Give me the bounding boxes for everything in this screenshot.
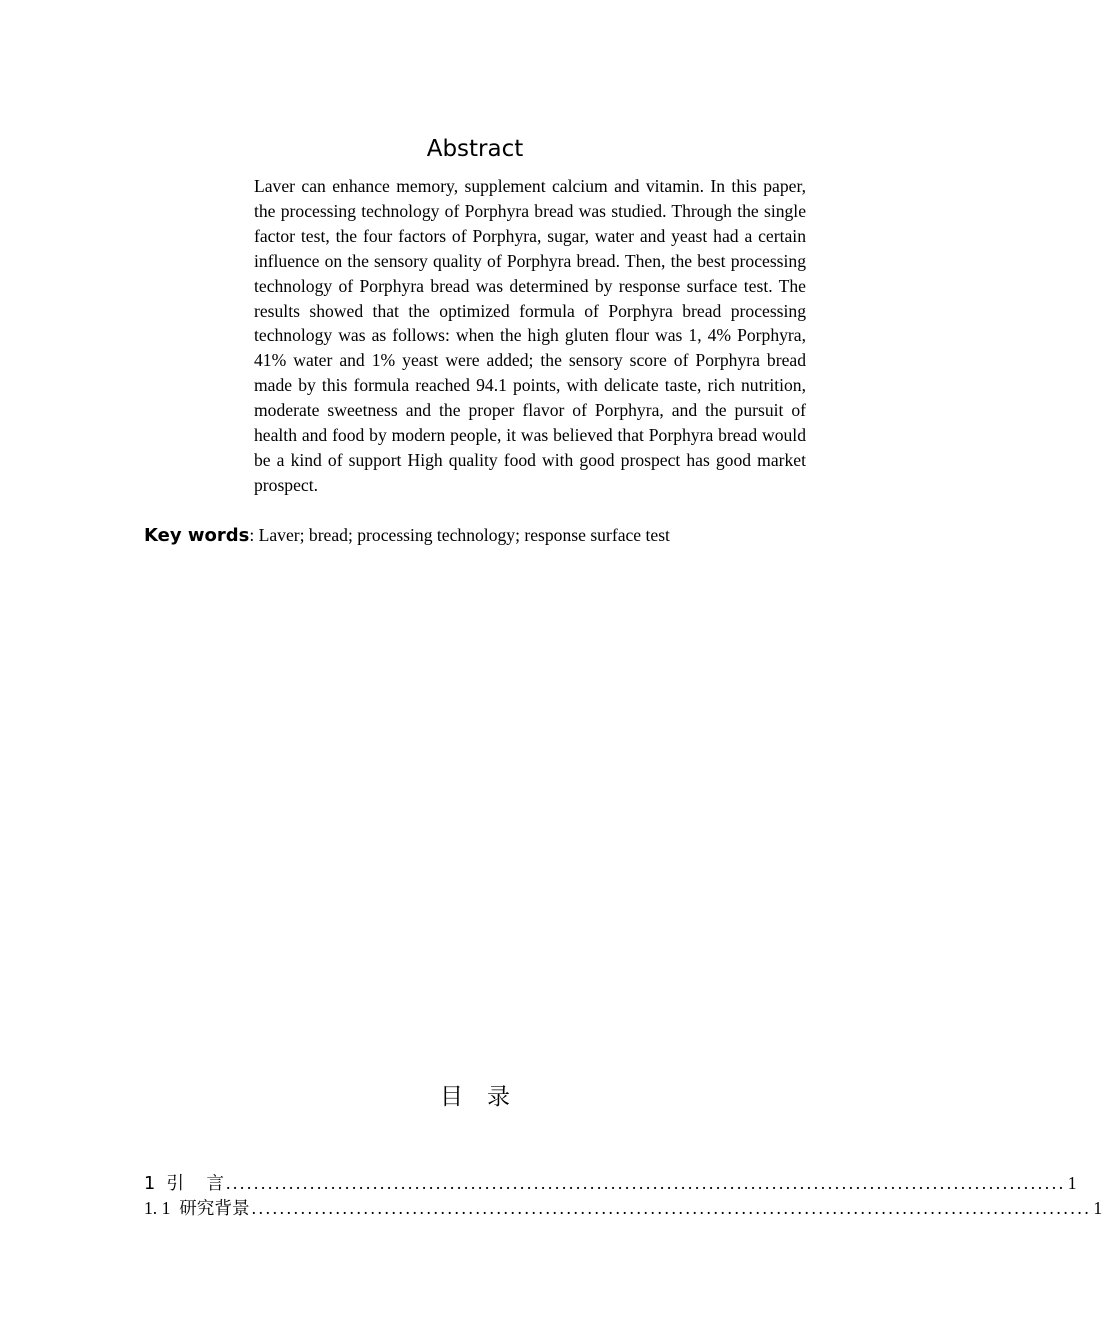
toc-entry-label: 1 引 言	[144, 1174, 224, 1194]
toc-leader-dots: ........................................................................................................................	[251, 1198, 1092, 1218]
toc-leader-dots: ........................................................................................................................	[225, 1173, 1066, 1193]
keywords-label: Key words	[144, 525, 250, 546]
toc-entry-page: 1	[1067, 1173, 1077, 1193]
keywords-value: : Laver; bread; processing technology; response surface test	[249, 525, 670, 545]
toc-entry-label: 1. 1 研究背景	[144, 1198, 250, 1218]
toc-entry[interactable]	[144, 1171, 1077, 1196]
toc-title: 目录	[440, 1084, 534, 1110]
toc-entry-page: 1	[1093, 1198, 1102, 1218]
abstract-body: Laver can enhance memory, supplement calcium and vitamin. In this paper, the processing technology of Porphyra bread was studied. Through the single factor test, the four factors of Porphyra, sugar, water and yeast had a certain influence on the sensory quality of Porphyra bread. Then, the best processing technology of Porphyra bread was determined by response surface test. The results showed that the optimized formula of Porphyra bread processing technology was as follows: when the high gluten flour was 1, 4% Porphyra, 41% water and 1% yeast were added; the sensory score of Porphyra bread made by this formula reached 94.1 points, with delicate taste, rich nutrition, moderate sweetness and the proper flavor of Porphyra, and the pursuit of health and food by modern people, it was believed that Porphyra bread would be a kind of support High quality food with good prospect has good market prospect.	[254, 176, 806, 495]
toc-entry[interactable]	[144, 1196, 1102, 1220]
abstract-title: Abstract	[426, 136, 524, 162]
keywords-line	[144, 523, 824, 548]
